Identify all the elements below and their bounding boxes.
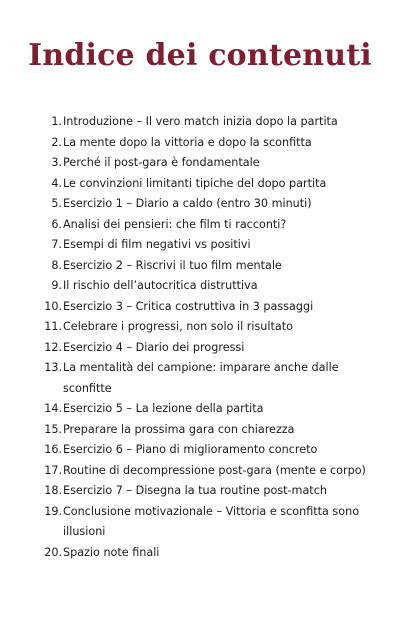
toc-item-number: 3. [51, 156, 62, 169]
toc-item-label: Perché il post-gara è fondamentale [63, 156, 260, 169]
toc-item-label: Il rischio dell’autocritica distruttiva [63, 279, 258, 292]
toc-item-label: Esercizio 7 – Disegna la tua routine post-match [63, 484, 327, 497]
toc-item-number: 20. [44, 545, 62, 559]
toc-item-number: 10. [44, 299, 62, 313]
toc-item-label: Esercizio 5 – La lezione della partita [63, 402, 264, 415]
toc-item-label: Esempi di film negativi vs positivi [63, 238, 251, 251]
toc-item [40, 153, 370, 174]
toc-item-number: 14. [44, 402, 62, 415]
toc-item-number: 17. [44, 463, 62, 477]
toc-item-label: Esercizio 2 – Riscrivi il tuo film mentale [63, 258, 282, 272]
toc-item-number: 11. [44, 320, 62, 333]
toc-item-number: 7. [51, 238, 62, 251]
toc-item-label: Esercizio 3 – Critica costruttiva in 3 passaggi [63, 299, 314, 313]
toc-item [40, 461, 370, 482]
toc-item-number: 5. [51, 197, 62, 210]
toc-item [40, 358, 370, 399]
toc-item-label: Routine di decompressione post-gara (mente e corpo) [63, 463, 366, 477]
toc-item-number: 1. [51, 115, 62, 128]
toc-item [40, 338, 370, 359]
toc-item-number: 13. [44, 361, 62, 374]
toc-item-number: 15. [44, 422, 62, 436]
toc-item-number: 16. [44, 443, 62, 456]
toc-item-label: La mentalità del campione: imparare anche dalle sconfitte [63, 361, 339, 395]
toc-item [40, 174, 370, 195]
toc-item-label: Conclusione motivazionale – Vittoria e sconfitta sono illusioni [63, 504, 360, 538]
toc-item [40, 276, 370, 297]
toc-item-label: Esercizio 1 – Diario a caldo (entro 30 minuti) [63, 197, 312, 210]
toc-item-label: Analisi dei pensieri: che film ti racconti? [63, 217, 287, 231]
toc-item-label: Le convinzioni limitanti tipiche del dopo partita [63, 176, 327, 190]
toc-item [40, 420, 370, 441]
toc-item-label: Esercizio 6 – Piano di miglioramento concreto [63, 443, 318, 456]
toc-item-label: La mente dopo la vittoria e dopo la sconfitta [63, 135, 312, 149]
toc-item-label: Esercizio 4 – Diario dei progressi [63, 340, 245, 354]
toc-item-label: Celebrare i progressi, non solo il risultato [63, 320, 293, 333]
toc-item-label: Spazio note finali [63, 545, 160, 559]
toc-item [40, 502, 370, 543]
toc-item-number: 9. [51, 279, 62, 292]
table-of-contents [40, 112, 370, 563]
toc-item [40, 317, 370, 338]
toc-item [40, 399, 370, 420]
toc-item [40, 133, 370, 154]
toc-item [40, 481, 370, 502]
toc-item-number: 12. [44, 340, 62, 354]
toc-item-number: 19. [44, 504, 62, 518]
toc-item-label: Introduzione – Il vero match inizia dopo la partita [63, 115, 338, 128]
toc-item-number: 8. [51, 258, 62, 272]
toc-item-number: 6. [51, 217, 62, 231]
toc-item [40, 297, 370, 318]
toc-item [40, 440, 370, 461]
toc-item [40, 543, 370, 564]
toc-item-number: 4. [51, 176, 62, 190]
toc-item [40, 194, 370, 215]
toc-item [40, 256, 370, 277]
toc-item-number: 2. [51, 135, 62, 149]
toc-item [40, 215, 370, 236]
toc-item-number: 18. [44, 484, 62, 497]
toc-item [40, 235, 370, 256]
page-title: Indice dei contenuti [28, 38, 372, 73]
toc-item-label: Preparare la prossima gara con chiarezza [63, 422, 295, 436]
toc-item [40, 112, 370, 133]
